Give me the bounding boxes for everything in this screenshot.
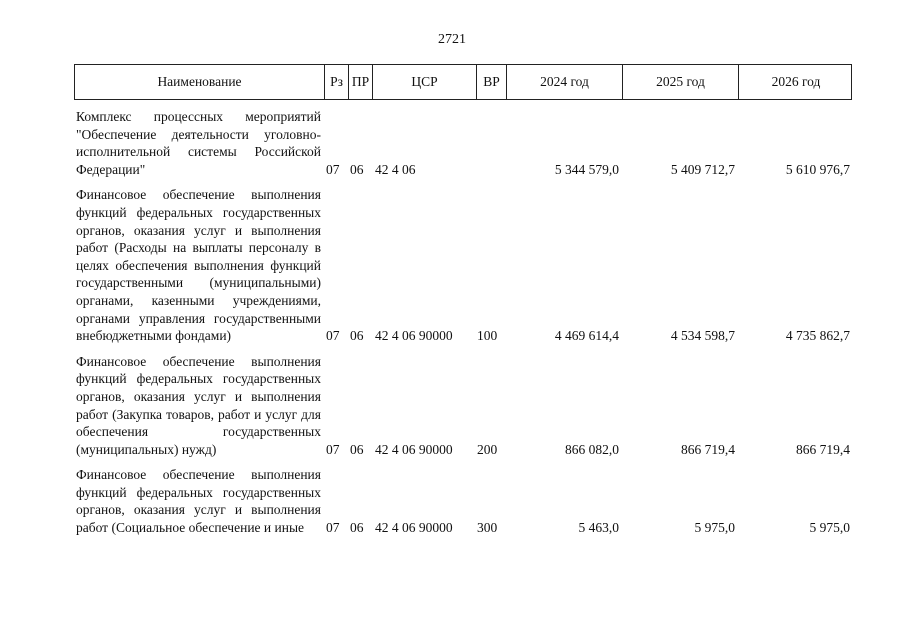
- row-2026: 866 719,4: [796, 441, 850, 457]
- row-2024: 4 469 614,4: [554, 328, 619, 344]
- row-pr: 06: [350, 328, 364, 344]
- row-values: [74, 161, 852, 179]
- row-2026: 4 735 862,7: [785, 328, 850, 344]
- table-row: [74, 466, 852, 536]
- header-pr: ПР: [348, 65, 372, 99]
- row-csr: 42 4 06: [375, 161, 416, 177]
- row-name: Комплекс процессных мероприятий "Обеспечение деятельности уголовно-исполнительной системы Российской Федерации": [76, 109, 321, 177]
- row-csr: 42 4 06 90000: [375, 441, 453, 457]
- page-number: 2721: [438, 32, 466, 47]
- row-2024: 866 082,0: [565, 441, 619, 457]
- row-2025: 5 409 712,7: [670, 161, 735, 177]
- row-csr: 42 4 06 90000: [375, 328, 453, 344]
- header-2024: 2024 год: [506, 65, 622, 99]
- row-rz: 07: [326, 328, 340, 344]
- table-body: [74, 108, 852, 537]
- table-header: [74, 64, 852, 100]
- budget-table: [74, 64, 852, 537]
- row-2025: 866 719,4: [681, 441, 735, 457]
- row-pr: 06: [350, 520, 364, 536]
- row-2025: 5 975,0: [694, 520, 735, 536]
- row-2024: 5 463,0: [578, 520, 619, 536]
- row-2024: 5 344 579,0: [554, 161, 619, 177]
- row-name: Финансовое обеспечение выполнения функций федеральных государственных органов, оказания услуг и выполнения работ (Закупка товаров, работ и услуг для обеспечения государственных (муниципальных) нужд): [76, 353, 321, 457]
- header-name: Наименование: [157, 74, 242, 89]
- header-rz: Рз: [324, 65, 348, 99]
- table-row: [74, 108, 852, 178]
- table-row: [74, 353, 852, 459]
- table-row: [74, 186, 852, 344]
- row-rz: 07: [326, 441, 340, 457]
- header-csr: ЦСР: [372, 65, 476, 99]
- row-values: [74, 441, 852, 459]
- row-pr: 06: [350, 161, 364, 177]
- header-2025: 2025 год: [622, 65, 738, 99]
- row-2025: 4 534 598,7: [670, 328, 735, 344]
- row-vr: 300: [477, 520, 498, 536]
- row-rz: 07: [326, 520, 340, 536]
- row-rz: 07: [326, 161, 340, 177]
- row-name: Финансовое обеспечение выполнения функций федеральных государственных органов, оказания услуг и выполнения работ (Расходы на выплаты персоналу в целях обеспечения выполнения функций государственными (муниципальными) органами, казенными учреждениями, органами управления государственными внебюджетными фондами): [76, 187, 321, 344]
- row-values: [74, 327, 852, 345]
- row-csr: 42 4 06 90000: [375, 520, 453, 536]
- row-vr: 100: [477, 328, 498, 344]
- row-name: Финансовое обеспечение выполнения функций федеральных государственных органов, оказания услуг и выполнения работ (Социальное обеспечение и иные: [76, 467, 321, 536]
- row-pr: 06: [350, 441, 364, 457]
- header-2026: 2026 год: [738, 65, 853, 99]
- row-2026: 5 610 976,7: [785, 161, 850, 177]
- row-2026: 5 975,0: [809, 520, 850, 536]
- header-vr: ВР: [476, 65, 506, 99]
- row-vr: 200: [477, 441, 498, 457]
- row-values: [74, 519, 852, 537]
